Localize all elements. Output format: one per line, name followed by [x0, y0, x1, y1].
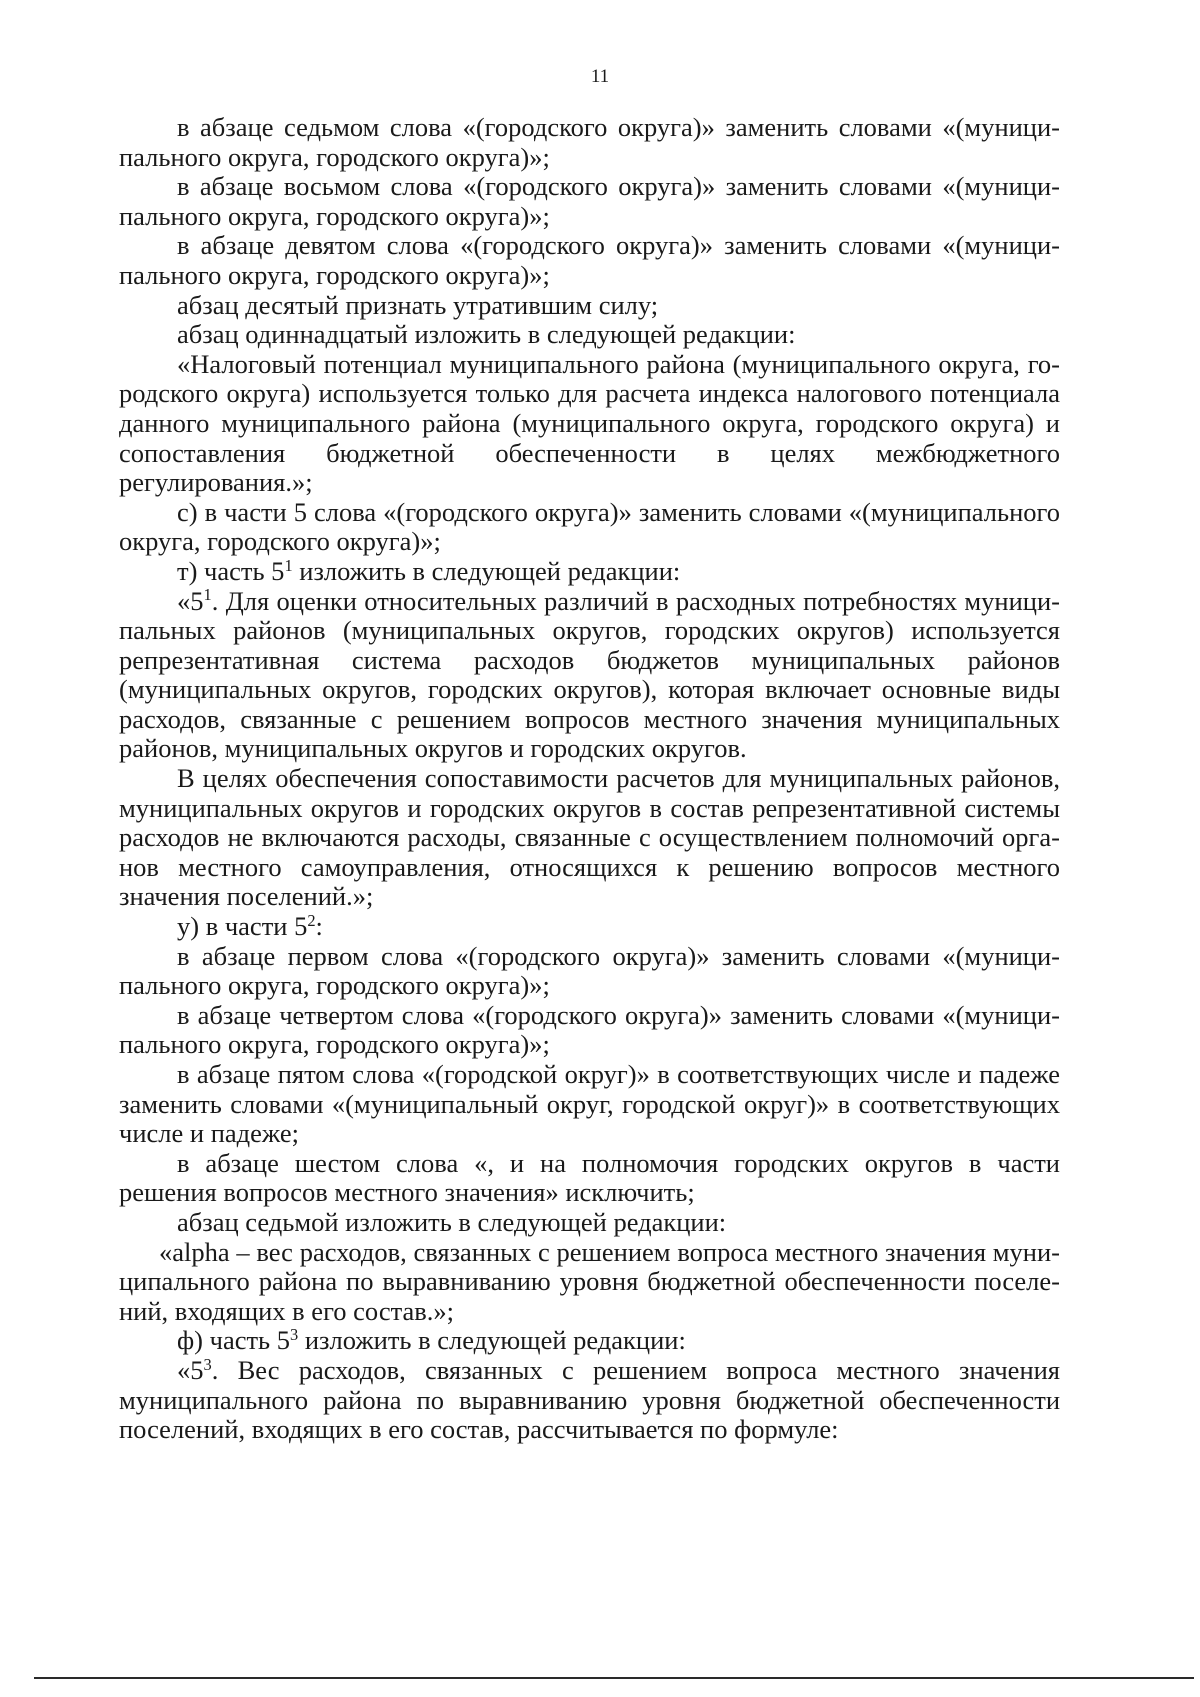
superscript-index: 1 [203, 585, 212, 605]
paragraph-text: : [315, 911, 323, 942]
superscript-index: 1 [284, 555, 293, 575]
paragraph-text: у) в части 5 [177, 911, 308, 942]
superscript-index: 3 [203, 1354, 212, 1374]
paragraph-text: «5 [177, 585, 204, 616]
paragraph: в абзаце девятом слова «(городского округа)» заменить словами «(муниципального округа, городского округа)»; [119, 230, 1060, 290]
paragraph: в абзаце четвертом слова «(городского округа)» заменить словами «(муниципального округа, городского округа)»; [119, 999, 1060, 1060]
paragraph-text: изложить в следующей редакции: [298, 1325, 686, 1356]
paragraph [119, 912, 1060, 942]
paragraph: в абзаце восьмом слова «(городского округа)» заменить словами «(муниципального округа, городского округа)»; [119, 171, 1060, 231]
document-body [119, 113, 1060, 1445]
paragraph: в абзаце первом слова «(городского округа)» заменить словами «(муниципального округа, городского округа)»; [119, 940, 1060, 1001]
paragraph: абзац десятый признать утратившим силу; [177, 289, 659, 320]
paragraph [119, 1326, 1060, 1356]
paragraph: «alpha – вес расходов, связанных с решением вопроса местного значения муниципального района по выравниванию уровня бюджетной обеспеченности поселений, входящих в его состав.»; [119, 1236, 1060, 1326]
paragraph: абзац одиннадцатый изложить в следующей редакции: [177, 319, 796, 350]
paragraph [119, 1356, 1060, 1445]
footer-rule [34, 1677, 1194, 1679]
paragraph: в абзаце пятом слова «(городской округ)» в соответствующих числе и падеже заменить словами «(муниципальный округ, городской округ)» в соответствующих числе и падеже; [119, 1059, 1060, 1149]
superscript-index: 2 [307, 911, 316, 930]
paragraph: «Налоговый потенциал муниципального района (муниципального округа, городского округа) используется только для расчета индекса налогового потенциала данного муниципального района (муниципального округа, городского округа) и сопоставления бюджетной обеспеченности в целях межбюджетного регулирования.»; [119, 348, 1060, 498]
paragraph-text: . Для оценки относительных различий в расходных потребностях муниципальных районов (муниципальных округов, городских округов) используется репрезентативная система расходов бюджетов муниципальных районов (муниципальных округов, городских округов), которая включает основные виды расходов, связанные с решением вопросов местного значения муниципальных районов, муниципальных округов и городских округов. [119, 585, 1060, 764]
paragraph: в абзаце шестом слова «, и на полномочия городских округов в части решения вопросов местного значения» исключить; [119, 1147, 1060, 1208]
paragraph-text: изложить в следующей редакции: [292, 555, 681, 586]
paragraph-text: «5 [177, 1354, 204, 1385]
paragraph-text: . Вес расходов, связанных с решением вопроса местного значения муниципального района по выравниванию уровня бюджетной обеспеченности поселений, входящих в его состав, рассчитывается по формуле: [119, 1354, 1060, 1445]
paragraph [119, 557, 1060, 587]
page-number: 11 [590, 66, 610, 87]
paragraph: с) в части 5 слова «(городского округа)» заменить словами «(муниципального округа, городского округа)»; [119, 496, 1060, 557]
paragraph-text: ф) часть 5 [177, 1325, 291, 1356]
paragraph: абзац седьмой изложить в следующей редакции: [177, 1206, 727, 1237]
paragraph: В целях обеспечения сопоставимости расчетов для муниципальных районов, муниципальных округов и городских округов в состав репрезентативной системы расходов не включаются расходы, связанные с осуществлением полномочий органов местного самоуправления, относящихся к решению вопросов местного значения поселений.»; [119, 763, 1060, 912]
paragraph-text: т) часть 5 [177, 555, 285, 586]
superscript-index: 3 [290, 1325, 299, 1345]
paragraph [119, 587, 1060, 765]
paragraph: в абзаце седьмом слова «(городского округа)» заменить словами «(муниципального округа, городского округа)»; [119, 112, 1060, 172]
